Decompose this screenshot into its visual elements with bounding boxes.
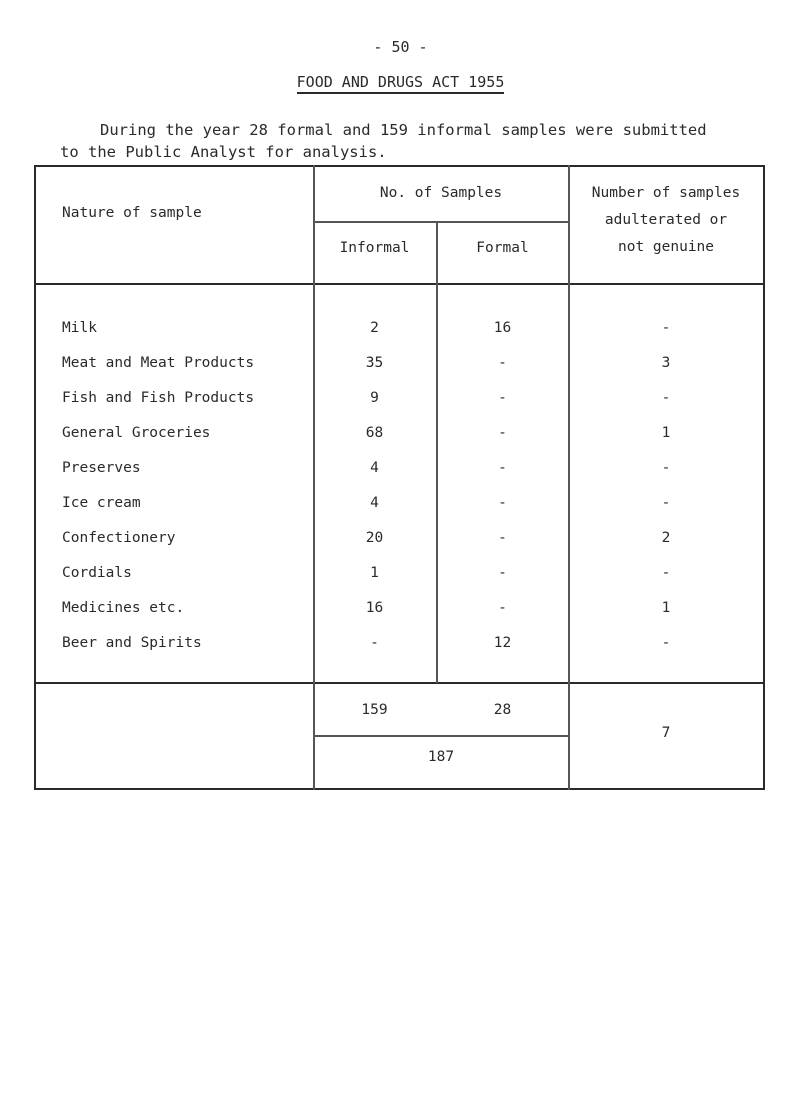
totals-split-rule [313,735,569,737]
header-nature: Nature of sample [62,205,202,221]
header-adulterated-line-2: adulterated or [604,212,728,228]
divider-nature-informal [313,165,315,790]
table-top-border [34,165,765,167]
row-formal: - [498,565,507,581]
heading-text: FOOD AND DRUGS ACT 1955 [297,73,505,94]
row-informal: 2 [370,320,379,336]
row-adulterated: - [661,460,671,476]
body-bottom-rule [34,682,765,684]
row-informal: 16 [365,600,384,616]
samples-table [34,165,765,790]
total-formal: 28 [493,702,512,718]
row-formal: - [498,530,507,546]
row-formal: - [498,390,507,406]
row-nature: Confectionery [62,530,176,546]
intro-paragraph [60,119,760,163]
row-adulterated: - [661,390,671,406]
row-informal: 4 [370,460,379,476]
header-bottom-rule [34,283,765,285]
row-informal: 1 [370,565,379,581]
total-combined: 187 [427,749,455,765]
row-nature: Fish and Fish Products [62,390,255,406]
table-left-border [34,165,36,790]
intro-line-1: During the year 28 formal and 159 informal samples were submitted [100,121,707,139]
row-formal: - [498,495,507,511]
row-adulterated: - [661,320,671,336]
row-adulterated: 1 [661,600,671,616]
row-informal: 68 [365,425,384,441]
row-adulterated: - [661,495,671,511]
row-formal: 12 [493,635,512,651]
row-nature: Ice cream [62,495,141,511]
divider-formal-adulterated [568,165,570,790]
row-informal: 9 [370,390,379,406]
row-formal: - [498,425,507,441]
row-nature: Meat and Meat Products [62,355,255,371]
header-adulterated-line-3: not genuine [617,239,715,255]
page-heading [0,73,801,91]
header-informal: Informal [339,240,410,256]
row-nature: Preserves [62,460,141,476]
total-informal: 159 [361,702,388,718]
total-adulterated: 7 [661,725,671,741]
intro-line-2: to the Public Analyst for analysis. [60,143,387,161]
table-bottom-border [34,788,765,790]
row-informal: 4 [370,495,379,511]
row-adulterated: 3 [661,355,671,371]
header-samples-group: No. of Samples [379,185,503,201]
row-nature: Cordials [62,565,132,581]
row-formal: - [498,600,507,616]
row-nature: Medicines etc. [62,600,185,616]
row-adulterated: - [661,635,671,651]
row-adulterated: 1 [661,425,671,441]
row-informal: 20 [365,530,384,546]
row-nature: Beer and Spirits [62,635,202,651]
row-informal: - [370,635,379,651]
row-adulterated: - [661,565,671,581]
page-number: - 50 - [373,38,428,56]
row-formal: - [498,460,507,476]
row-nature: Milk [62,320,97,336]
samples-group-rule [313,221,569,223]
header-adulterated-line-1: Number of samples [591,185,741,201]
row-nature: General Groceries [62,425,211,441]
row-formal: - [498,355,507,371]
row-adulterated: 2 [661,530,671,546]
row-informal: 35 [365,355,384,371]
table-right-border [763,165,765,790]
header-formal: Formal [476,240,529,256]
row-formal: 16 [493,320,512,336]
